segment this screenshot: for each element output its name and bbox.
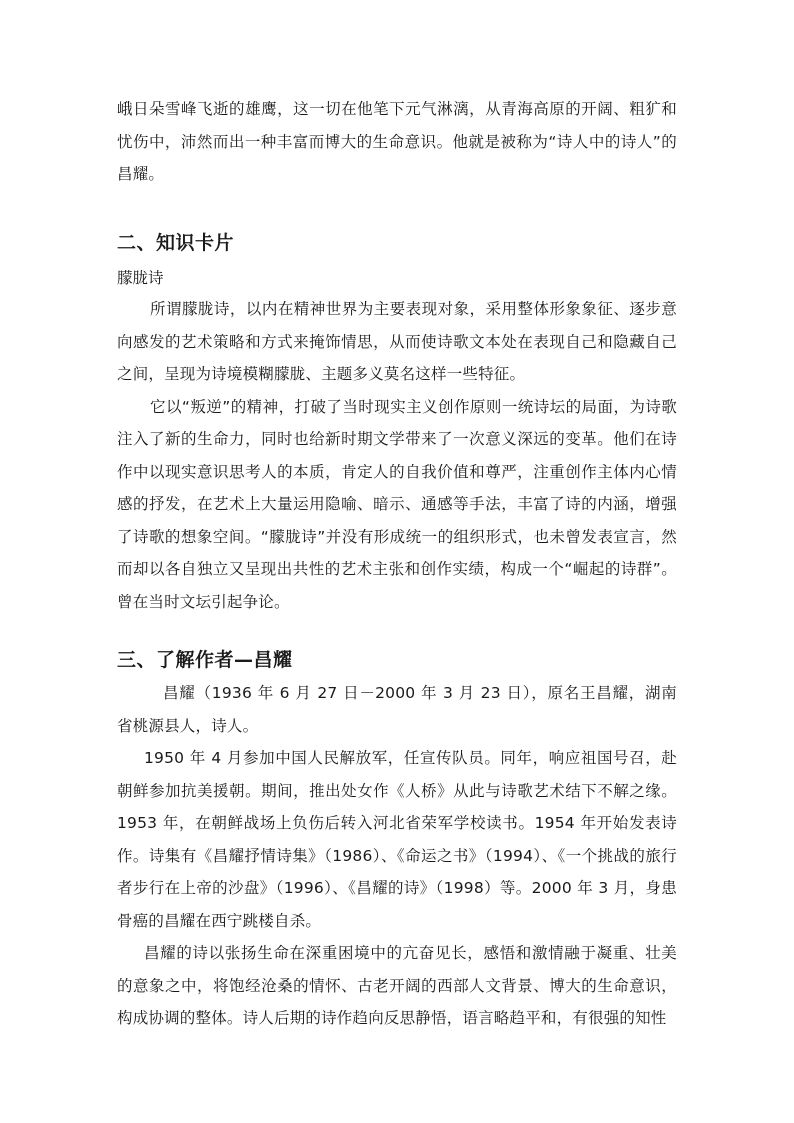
section3-paragraph-2: 1950 年 4 月参加中国人民解放军，任宣传队员。同年，响应祖国号召，赴朝鲜参加抗美援朝。期间，推出处女作《人桥》从此与诗歌艺术结下不解之缘。1953 年，在朝鲜战场上负伤后转入河北省荣军学校读书。1954 年开始发表诗作。诗集有《昌耀抒情诗集》（1986）、《命运之书》（1994）、《一个挑战的旅行者步行在上帝的沙盘》（1996）、《昌耀的诗》（1998）等。2000 年 3 月，身患骨癌的昌耀在西宁跳楼自杀。	[117, 749, 677, 930]
intro-paragraph	[117, 93, 677, 191]
section2-heading: 二、知识卡片	[117, 232, 235, 254]
section2-subheading: 朦胧诗	[117, 269, 164, 287]
section2-body	[117, 293, 677, 618]
intro-text: 峨日朵雪峰飞逝的雄鹰，这一切在他笔下元气淋漓，从青海高原的开阔、粗犷和忧伤中，沛然而出一种丰富而博大的生命意识。他就是被称为“诗人中的诗人”的昌耀。	[117, 100, 677, 183]
section3-paragraph-3: 昌耀的诗以张扬生命在深重困境中的亢奋见长，感悟和激情融于凝重、壮美的意象之中，将饱经沧桑的情怀、古老开阔的西部人文背景、博大的生命意识，构成协调的整体。诗人后期的诗作趋向反思静悟，语言略趋平和，有很强的知性	[117, 944, 677, 1027]
section3-body	[117, 677, 677, 1035]
section3-paragraph-1: 昌耀（1936 年 6 月 27 日－2000 年 3 月 23 日），原名王昌耀，湖南省桃源县人，诗人。	[117, 684, 677, 735]
section2-paragraph-2: 它以“叛逆”的精神，打破了当时现实主义创作原则一统诗坛的局面，为诗歌注入了新的生命力，同时也给新时期文学带来了一次意义深远的变革。他们在诗作中以现实意识思考人的本质，肯定人的自我价值和尊严，注重创作主体内心情感的抒发，在艺术上大量运用隐喻、暗示、通感等手法，丰富了诗的内涵，增强了诗歌的想象空间。“朦胧诗”并没有形成统一的组织形式，也未曾发表宣言，然而却以各自独立又呈现出共性的艺术主张和创作实绩，构成一个“崛起的诗群”。曾在当时文坛引起争论。	[117, 397, 677, 611]
section3-heading: 三、了解作者—昌耀	[117, 649, 293, 671]
section2-paragraph-1: 所谓朦胧诗，以内在精神世界为主要表现对象，采用整体形象象征、逐步意向感发的艺术策略和方式来掩饰情思，从而使诗歌文本处在表现自己和隐藏自己之间，呈现为诗境模糊朦胧、主题多义莫名这样一些特征。	[117, 300, 677, 383]
